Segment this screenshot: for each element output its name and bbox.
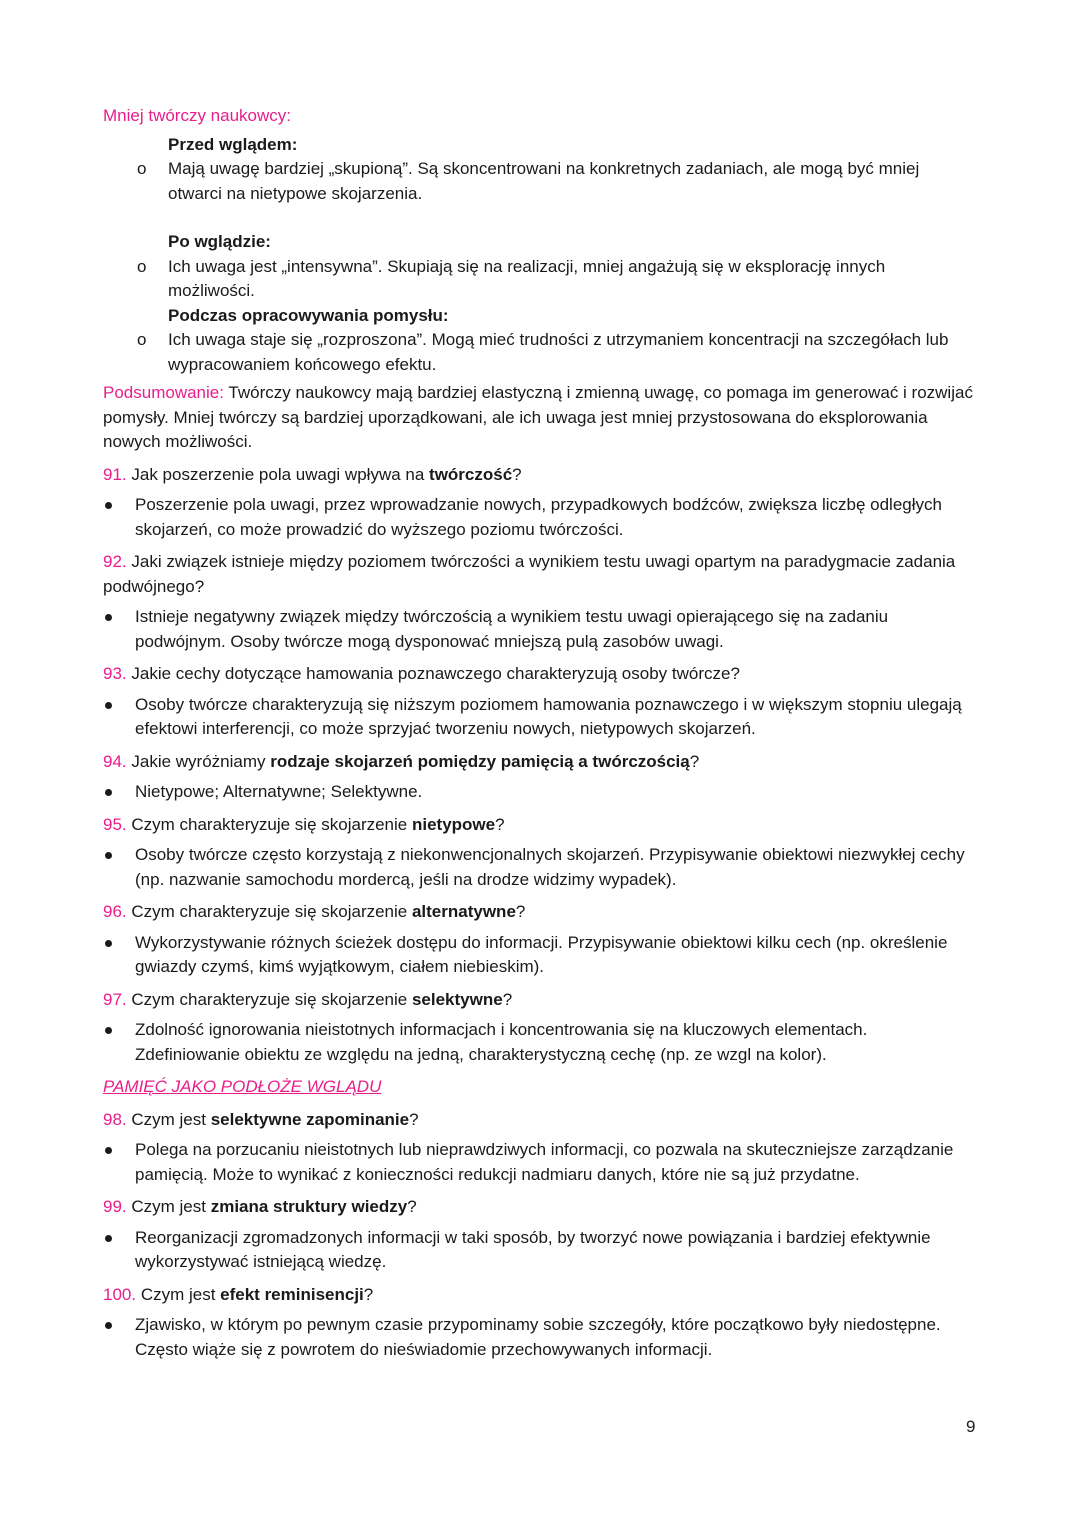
question-number: 92. — [103, 552, 127, 571]
section-heading: Mniej twórczy naukowcy: — [103, 106, 292, 125]
circle-bullet-icon: o — [137, 256, 147, 276]
question-number: 91. — [103, 464, 127, 484]
question-94: 94. Jakie wyróżniamy rodzaje skojarzeń pomiędzy pamięcią a twórczością? — [103, 751, 700, 771]
question-keyword: selektywne zapominanie — [210, 1109, 410, 1129]
answer-96 — [103, 931, 973, 980]
question-number: 98. — [103, 1109, 127, 1129]
answer-text: Zdolność ignorowania nieistotnych informacjach i koncentrowania się na kluczowych elementach. Zdefiniowanie obiektu ze względu na jedną, charakterystyczną cechę (np. ze wzgl na kolor). — [135, 1020, 868, 1064]
question-keyword: rodzaje skojarzeń pomiędzy pamięcią a twórczością — [270, 751, 690, 771]
question-number: 97. — [103, 989, 127, 1009]
question-number: 94. — [103, 751, 127, 771]
answer-text: Osoby twórcze charakteryzują się niższym poziomem hamowania poznawczego i w większym stopniu ulegają efektowi interferencji, co może sprzyjać tworzeniu nowych, nietypowych skojarzeń. — [135, 694, 962, 738]
bullet-icon — [105, 940, 112, 947]
answer-text: Nietypowe; Alternatywne; Selektywne. — [135, 782, 423, 801]
question-keyword: zmiana struktury wiedzy — [210, 1197, 408, 1216]
bullet-icon — [105, 502, 112, 509]
summary-label: Podsumowanie: — [103, 383, 224, 402]
phase-title-after: Po wglądzie: — [168, 232, 271, 251]
question-92 — [103, 550, 973, 599]
question-100: 100. Czym jest efekt reminisencji? — [103, 1284, 374, 1304]
bullet-icon — [105, 614, 112, 621]
question-96: 96. Czym charakteryzuje się skojarzenie alternatywne? — [103, 902, 526, 921]
answer-text: Reorganizacji zgromadzonych informacji w taki sposób, by tworzyć nowe powiązania i bardziej efektywnie wykorzystywać istniejącą wiedzę. — [135, 1227, 931, 1271]
circle-bullet-icon: o — [137, 330, 147, 349]
question-text: Czym jest — [136, 1284, 221, 1304]
answer-text: Poszerzenie pola uwagi, przez wprowadzanie nowych, przypadkowych bodźców, zwiększa liczbę odległych skojarzeń, co może prowadzić do wyższego poziomu twórczości. — [135, 495, 942, 539]
bullet-icon — [105, 1235, 112, 1242]
answer-95 — [103, 843, 973, 892]
summary-paragraph — [103, 381, 973, 455]
question-93 — [103, 662, 973, 687]
question-keyword: twórczość — [429, 464, 513, 484]
question-number: 100. — [103, 1284, 137, 1304]
question-keyword: selektywne — [411, 989, 503, 1009]
question-number: 96. — [103, 902, 127, 921]
answer-100 — [103, 1313, 973, 1362]
question-text: Jakie cechy dotyczące hamowania poznawczego charakteryzują osoby twórcze? — [126, 664, 740, 683]
question-number: 95. — [103, 814, 127, 834]
phase-text: Ich uwaga staje się „rozproszona”. Mogą mieć trudności z utrzymaniem koncentracji na szczegółach lub wypracowaniem końcowego efektu. — [168, 330, 949, 374]
question-text: Jaki związek istnieje między poziomem twórczości a wynikiem testu uwagi opartym na paradygmacie zadania podwójnego? — [103, 552, 956, 596]
bullet-icon — [105, 852, 112, 859]
question-text: Jakie wyróżniamy — [126, 751, 271, 771]
question-text: Czym jest — [126, 1197, 211, 1216]
bullet-icon — [105, 702, 112, 709]
question-text: Czym charakteryzuje się skojarzenie — [126, 902, 412, 921]
question-keyword: efekt reminisencji — [220, 1284, 364, 1304]
bullet-icon — [105, 1322, 112, 1329]
circle-bullet-icon: o — [137, 159, 147, 178]
answer-text: Osoby twórcze często korzystają z niekonwencjonalnych skojarzeń. Przypisywanie obiektowi niezwykłej cechy (np. nazwanie samochodu mordercą, jeśli na drodze widzimy wypadek). — [135, 845, 965, 889]
answer-text: Istnieje negatywny związek między twórczością a wynikiem testu uwagi opierającego się na zadaniu podwójnym. Osoby twórcze mogą dysponować mniejszą pulą zasobów uwagi. — [135, 607, 889, 651]
phase-text: Ich uwaga jest „intensywna”. Skupiają się na realizacji, mniej angażują się w eksplorację innych możliwości. — [168, 256, 886, 300]
answer-text: Wykorzystywanie różnych ścieżek dostępu do informacji. Przypisywanie obiektowi kilku cech (np. określenie gwiazdy czymś, kimś wyjątkowym, ciałem niebieskim). — [135, 932, 948, 976]
phase-title-before: Przed wglądem: — [168, 134, 298, 154]
question-text: Czym jest — [126, 1109, 211, 1129]
section-title: PAMIĘĆ JAKO PODŁOŻE WGLĄDU — [103, 1077, 382, 1096]
question-text: Czym charakteryzuje się skojarzenie — [126, 814, 412, 834]
document-page — [103, 104, 973, 1370]
question-99: 99. Czym jest zmiana struktury wiedzy? — [103, 1197, 417, 1216]
question-91: 91. Jak poszerzenie pola uwagi wpływa na twórczość? — [103, 464, 522, 484]
phase-item-during — [103, 328, 973, 377]
answer-98 — [103, 1138, 973, 1187]
answer-99 — [103, 1226, 973, 1275]
answer-text: Polega na porzucaniu nieistotnych lub nieprawdziwych informacji, co pozwala na skuteczniejsze zarządzanie pamięcią. Może to wynikać z konieczności redukcji nadmiaru danych, które nie są już przydatne. — [135, 1140, 954, 1184]
answer-92 — [103, 605, 973, 654]
answer-text: Zjawisko, w którym po pewnym czasie przypominamy sobie szczegóły, które początkowo były niedostępne. Często wiąże się z powrotem do nieświadomie przechowywanych informacji. — [135, 1315, 941, 1359]
answer-97 — [103, 1018, 973, 1067]
question-keyword: alternatywne — [411, 902, 516, 921]
answer-93 — [103, 693, 973, 742]
question-number: 99. — [103, 1197, 127, 1216]
question-97: 97. Czym charakteryzuje się skojarzenie selektywne? — [103, 989, 513, 1009]
question-text: Jak poszerzenie pola uwagi wpływa na — [126, 464, 430, 484]
answer-94 — [103, 780, 973, 805]
question-95: 95. Czym charakteryzuje się skojarzenie nietypowe? — [103, 814, 505, 834]
phase-item-before — [103, 157, 973, 206]
bullet-icon — [105, 1027, 112, 1034]
question-number: 93. — [103, 664, 127, 683]
bullet-icon — [105, 1147, 112, 1154]
phase-title-during: Podczas opracowywania pomysłu: — [168, 305, 449, 325]
bullet-icon — [105, 789, 112, 796]
question-text: Czym charakteryzuje się skojarzenie — [126, 989, 412, 1009]
phase-text: Mają uwagę bardziej „skupioną”. Są skoncentrowani na konkretnych zadaniach, ale mogą być mniej otwarci na nietypowe skojarzenia. — [168, 159, 920, 203]
summary-text: Twórczy naukowcy mają bardziej elastyczną i zmienną uwagę, co pomaga im generować i rozwijać pomysły. Mniej twórczy są bardziej uporządkowani, ale ich uwaga jest mniej przystosowana do eksplorowania nowych możliwości. — [103, 383, 973, 451]
phase-item-after — [103, 255, 973, 304]
question-keyword: nietypowe — [411, 814, 496, 834]
page-number: 9 — [966, 1417, 976, 1436]
answer-91 — [103, 493, 973, 542]
question-98: 98. Czym jest selektywne zapominanie? — [103, 1109, 419, 1129]
